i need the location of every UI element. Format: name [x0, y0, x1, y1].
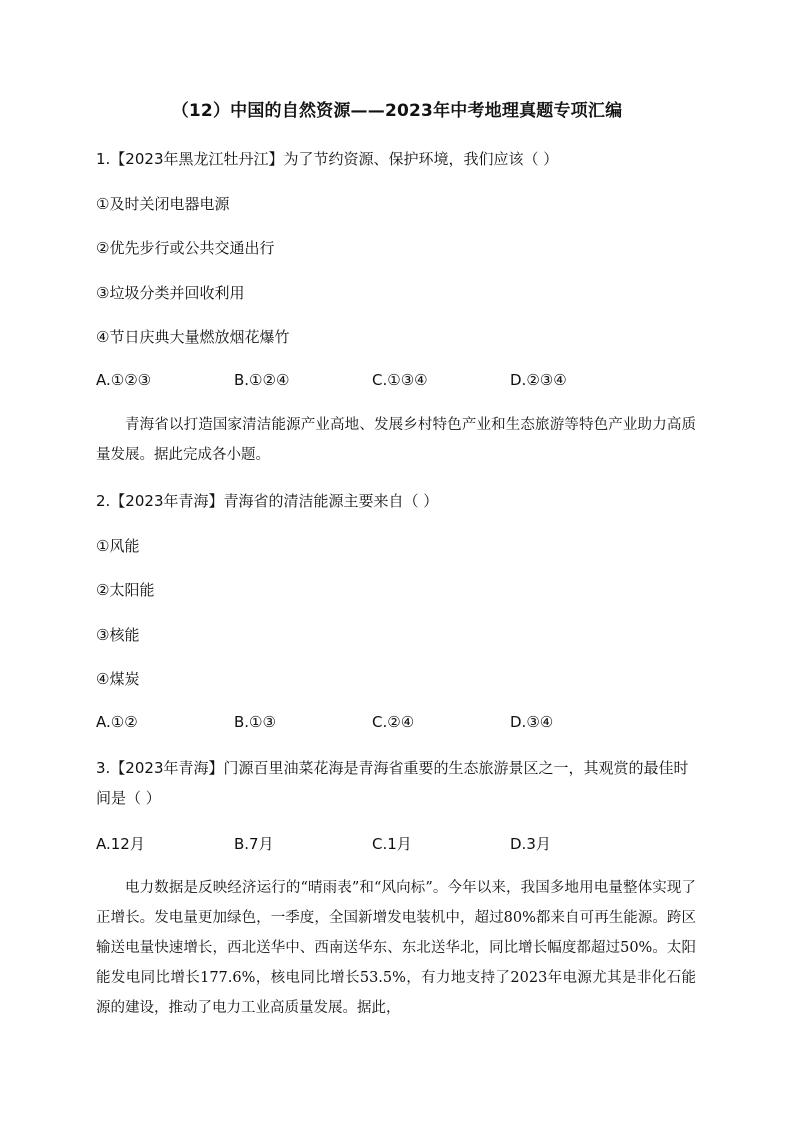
question-3-stem: 3.【2023年青海】门源百里油菜花海是青海省重要的生态旅游景区之一，其观赏的最佳时间是（ ） — [96, 759, 689, 807]
question-3-option-a: A.12月 — [96, 835, 145, 853]
question-2-options — [96, 713, 648, 731]
question-2-item-2: ②太阳能 — [96, 581, 155, 599]
question-3-option-c: C.1月 — [372, 835, 412, 853]
question-1-stem: 1.【2023年黑龙江牡丹江】为了节约资源、保护环境，我们应该（ ） — [96, 150, 559, 168]
question-2-option-c: C.②④ — [372, 713, 415, 731]
question-1-option-b: B.①②④ — [234, 371, 290, 389]
passage-electricity: 电力数据是反映经济运行的“晴雨表”和“风向标”。今年以来，我国多地用电量整体实现了正增长。发电量更加绿色，一季度，全国新增发电装机中，超过80%都来自可再生能源。跨区输送电量快速增长，西北送华中、西南送华东、东北送华北，同比增长幅度都超过50%。太阳能发电同比增长177.6%，核电同比增长53.5%，有力地支持了2023年电源尤其是非化石能源的建设，推动了电力工业高质量发展。据此， — [96, 880, 696, 1016]
question-1-option-d: D.②③④ — [510, 371, 567, 389]
page-title: （12）中国的自然资源——2023年中考地理真题专项汇编 — [171, 101, 623, 121]
question-1-item-4: ④节日庆典大量燃放烟花爆竹 — [96, 328, 290, 346]
question-2-item-4: ④煤炭 — [96, 670, 140, 688]
question-2-option-a: A.①② — [96, 713, 138, 731]
question-1-option-a: A.①②③ — [96, 371, 152, 389]
question-2-option-d: D.③④ — [510, 713, 554, 731]
question-2-stem: 2.【2023年青海】青海省的清洁能源主要来自（ ） — [96, 492, 439, 510]
question-1-item-2: ②优先步行或公共交通出行 — [96, 239, 275, 257]
question-3-option-d: D.3月 — [510, 835, 551, 853]
question-2-item-3: ③核能 — [96, 626, 140, 644]
question-1-option-c: C.①③④ — [372, 371, 428, 389]
question-1-options — [96, 371, 648, 389]
question-3-options — [96, 833, 648, 854]
passage-qinghai: 青海省以打造国家清洁能源产业高地、发展乡村特色产业和生态旅游等特色产业助力高质量发展。据此完成各小题。 — [96, 417, 696, 463]
question-1-item-1: ①及时关闭电器电源 — [96, 195, 230, 213]
question-3-option-b: B.7月 — [234, 835, 274, 853]
question-2-item-1: ①风能 — [96, 537, 140, 555]
question-1-item-3: ③垃圾分类并回收利用 — [96, 284, 245, 302]
question-2-option-b: B.①③ — [234, 713, 276, 731]
